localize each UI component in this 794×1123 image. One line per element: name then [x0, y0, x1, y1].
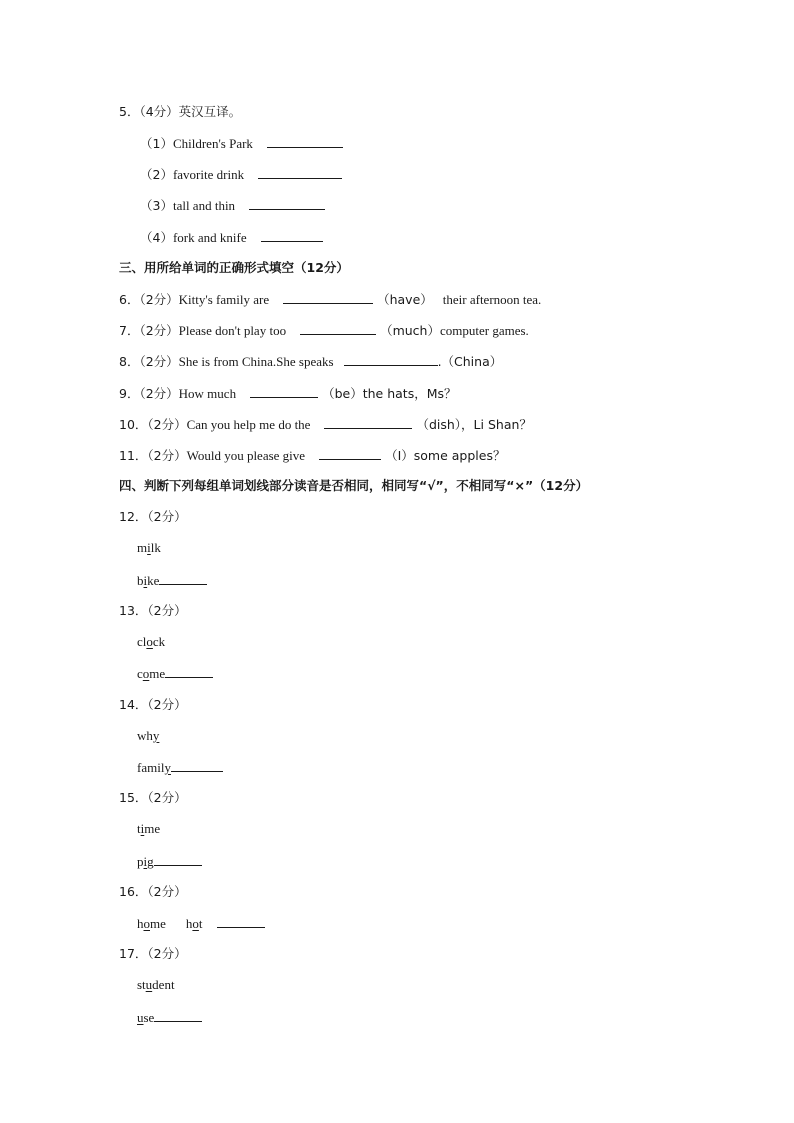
question-15: 15．（2分） [119, 790, 187, 805]
answer-blank[interactable] [154, 1009, 202, 1022]
question-8: 8．（2分）She is from China.She speaks .（China） [119, 354, 503, 369]
q15-word-2: pig [137, 853, 202, 870]
question-7: 7．（2分）Please don't play too （much）computer games. [119, 323, 529, 338]
answer-blank[interactable] [283, 291, 373, 304]
question-10: 10．（2分）Can you help me do the （dish），Li Shan？ [119, 417, 532, 432]
answer-blank[interactable] [217, 915, 265, 928]
answer-blank[interactable] [267, 135, 343, 148]
question-14: 14．（2分） [119, 697, 187, 712]
answer-blank[interactable] [250, 385, 318, 398]
answer-blank[interactable] [324, 416, 412, 429]
q13-word-1: clock [137, 634, 166, 649]
question-12: 12．（2分） [119, 509, 187, 524]
section-3-heading: 三、用所给单词的正确形式填空（12分） [119, 260, 349, 275]
q17-word-2: use [137, 1009, 202, 1026]
q5-item-1: （1）Children's Park [140, 135, 347, 152]
q15-word-1: time [137, 821, 161, 836]
q14-word-1: why [137, 728, 160, 743]
answer-blank[interactable] [171, 759, 223, 772]
q16-words: home hot [137, 915, 265, 932]
q5-item-2: （2）favorite drink [140, 166, 346, 183]
q5-item-4: （4）fork and knife [140, 229, 327, 246]
answer-blank[interactable] [154, 853, 202, 866]
answer-blank[interactable] [159, 572, 207, 585]
question-6: 6．（2分）Kitty's family are （have） their afternoon tea. [119, 292, 542, 307]
q5-item-3: （3）tall and thin [140, 197, 329, 214]
q12-word-1: milk [137, 540, 161, 555]
question-16: 16．（2分） [119, 884, 187, 899]
answer-blank[interactable] [249, 197, 325, 210]
answer-blank[interactable] [319, 447, 381, 460]
q17-word-1: student [137, 977, 175, 992]
answer-blank[interactable] [258, 166, 342, 179]
section-4-heading: 四、判断下列每组单词划线部分读音是否相同，相同写“√”，不相同写“×”（12分） [119, 478, 589, 493]
answer-blank[interactable] [165, 665, 213, 678]
question-9: 9．（2分）How much （be）the hats，Ms？ [119, 386, 457, 401]
answer-blank[interactable] [300, 322, 376, 335]
q13-word-2: come [137, 665, 213, 682]
q12-word-2: bike [137, 572, 207, 589]
question-13: 13．（2分） [119, 603, 187, 618]
answer-blank[interactable] [261, 229, 323, 242]
answer-blank[interactable] [344, 353, 438, 366]
question-11: 11．（2分）Would you please give （I）some apples？ [119, 448, 506, 463]
question-17: 17．（2分） [119, 946, 187, 961]
question-5-title: 5．（4分）英汉互译。 [119, 104, 242, 119]
q14-word-2: family [137, 759, 223, 776]
